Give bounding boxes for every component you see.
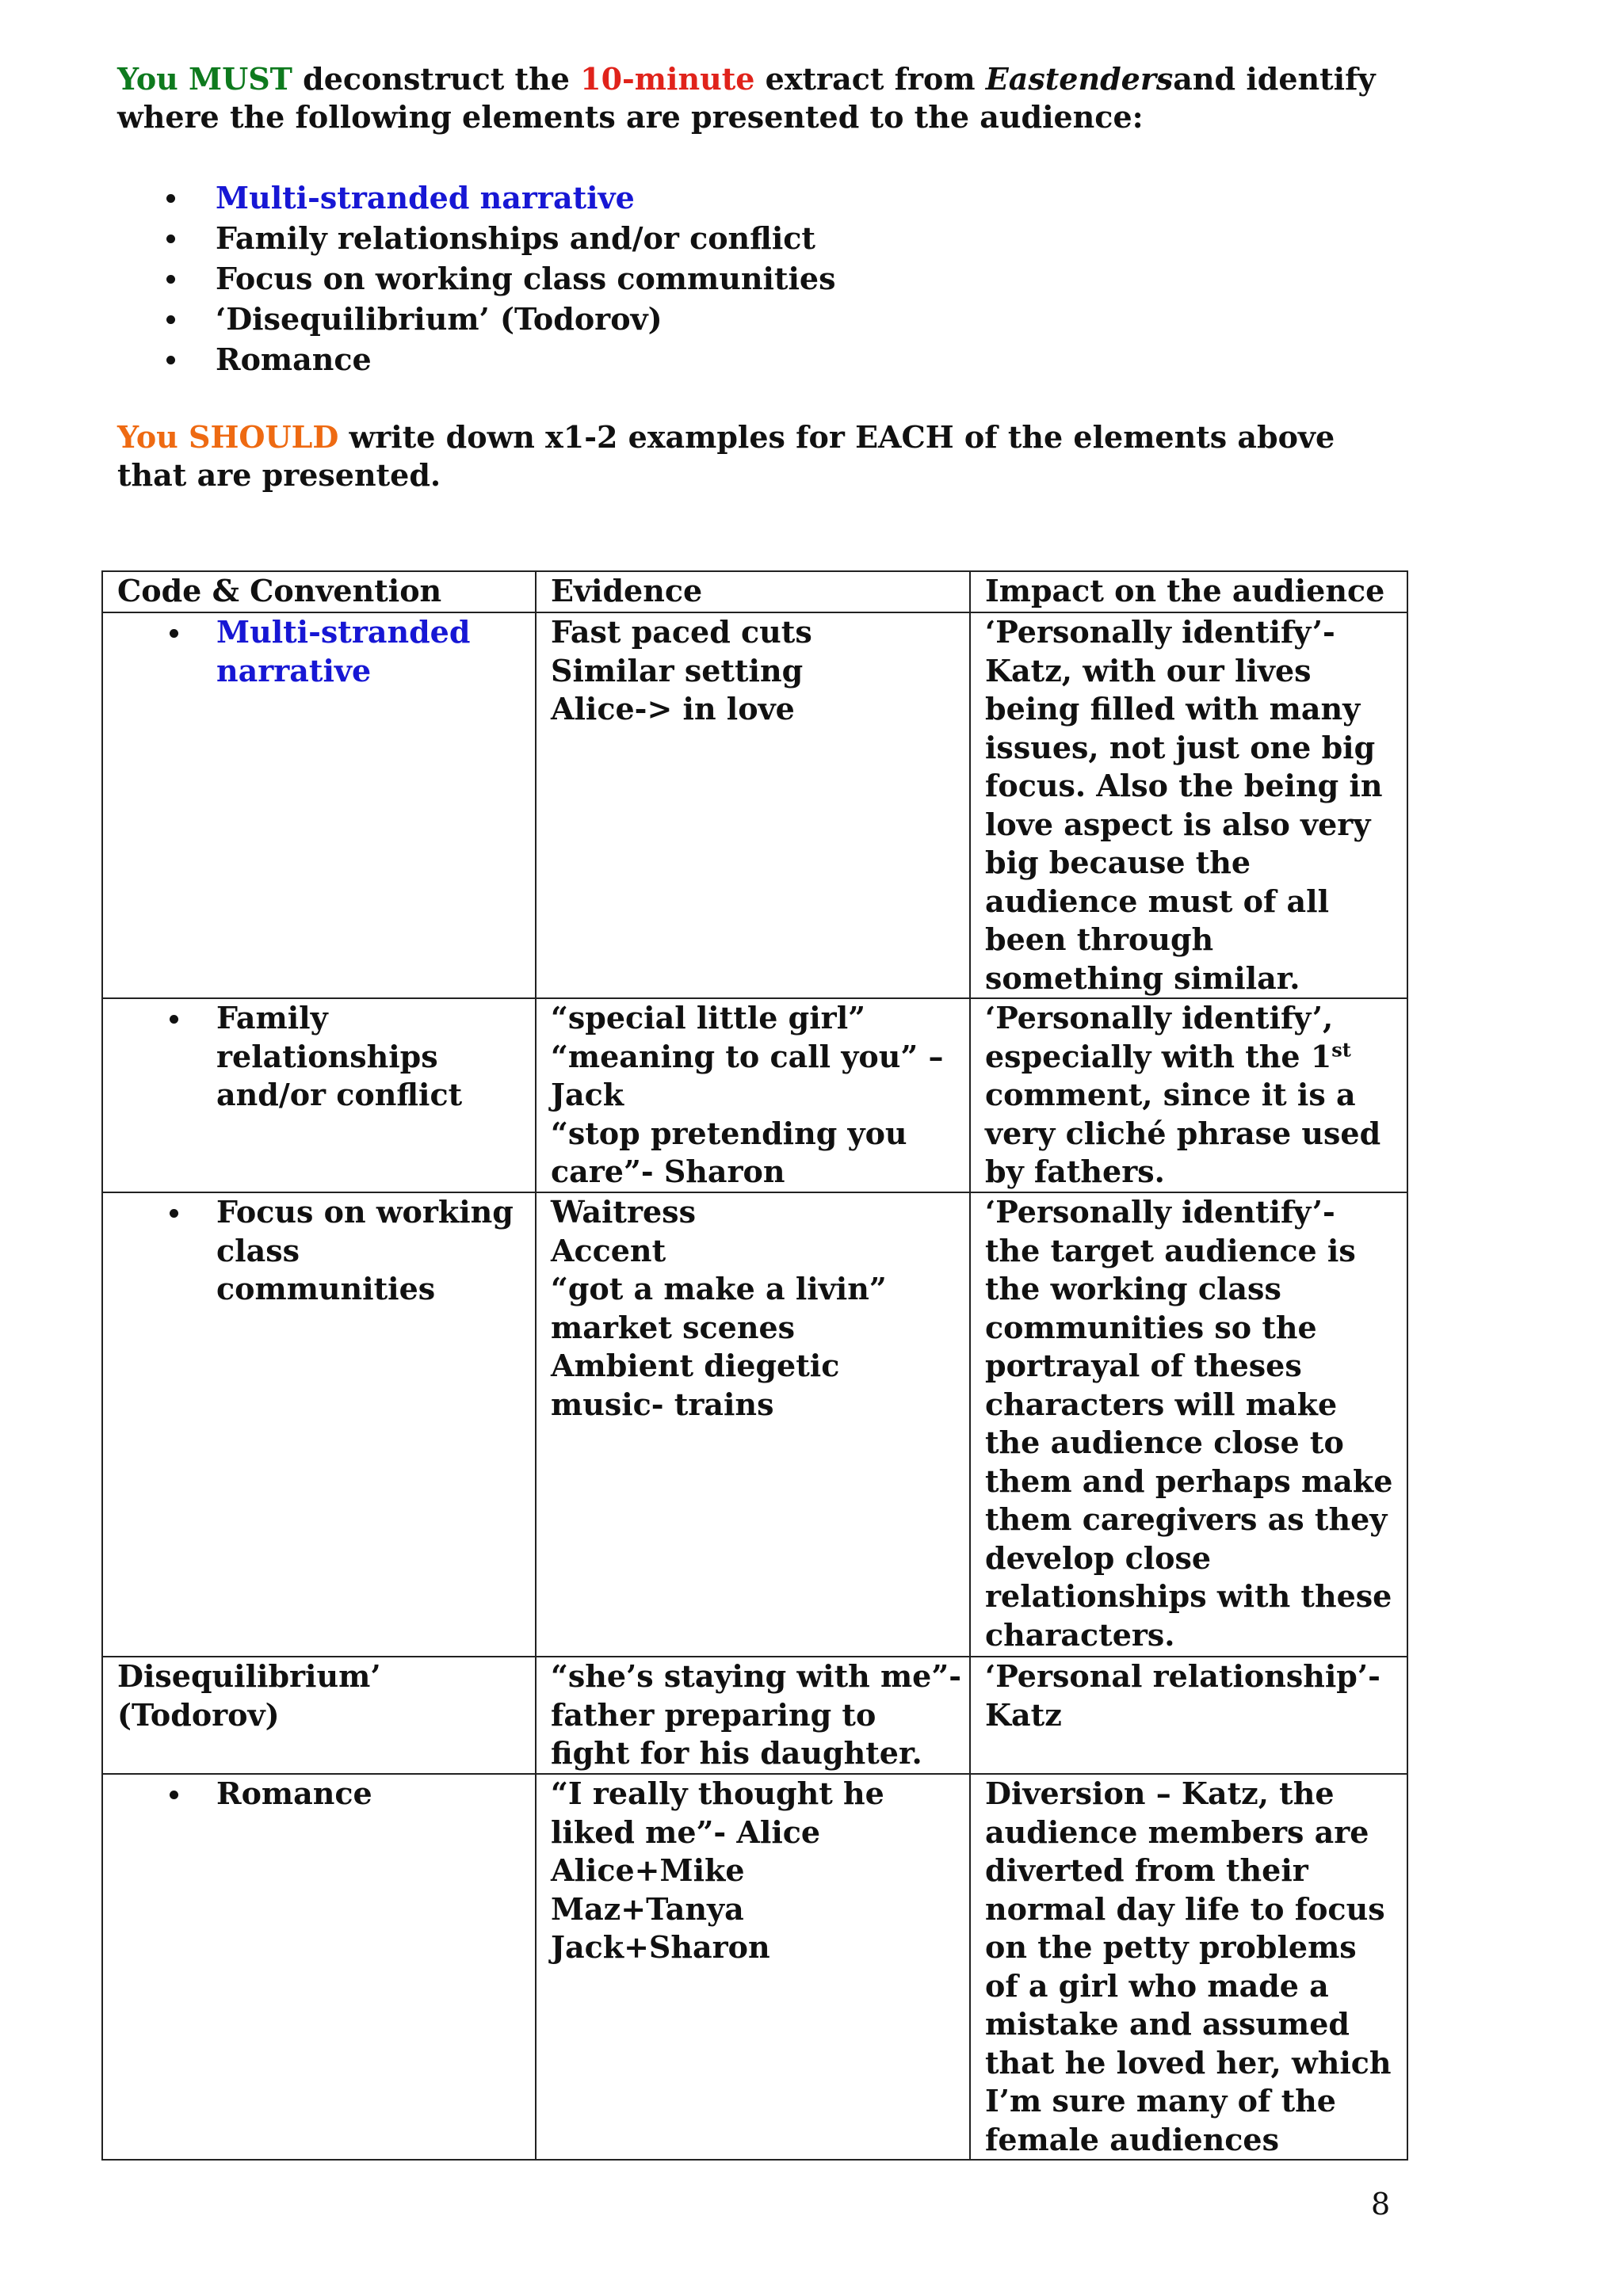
evidence-line: Jack+Sharon bbox=[551, 1929, 770, 1965]
evidence-line: Alice+Mike bbox=[551, 1852, 745, 1888]
list-item bbox=[117, 177, 1385, 218]
bullet-icon bbox=[166, 275, 175, 284]
evidence-cell bbox=[536, 1192, 970, 1657]
table-row bbox=[102, 998, 1407, 1192]
should-text: write down x1-2 examples for EACH of the elements above that are presented. bbox=[117, 419, 1335, 493]
code-text: Focus on working class communities bbox=[216, 1194, 514, 1306]
code-cell bbox=[102, 1774, 536, 2160]
list-item-text: Romance bbox=[216, 341, 372, 377]
bullet-icon bbox=[170, 1791, 178, 1799]
bullet-icon bbox=[166, 315, 175, 324]
elements-list bbox=[117, 177, 1385, 379]
bullet-icon bbox=[166, 235, 175, 243]
code-text: Family relationships and/or conflict bbox=[216, 1000, 463, 1112]
table-row bbox=[102, 1192, 1407, 1657]
bullet-icon bbox=[166, 356, 175, 364]
evidence-line: Alice-> in love bbox=[551, 691, 795, 727]
list-item bbox=[117, 218, 1385, 258]
table-header-row bbox=[102, 571, 1407, 612]
evidence-line: market scenes bbox=[551, 1309, 796, 1345]
evidence-cell bbox=[536, 612, 970, 998]
impact-cell: Diversion – Katz, the audience members are diverted from their normal day life to focus on the petty problems of a girl who made a mistake and assumed that he loved her, which I’m sure many of the female audiences bbox=[970, 1774, 1407, 2160]
code-text: Romance bbox=[216, 1775, 372, 1811]
evidence-cell bbox=[536, 1657, 970, 1774]
should-instruction bbox=[117, 418, 1385, 494]
bullet-icon bbox=[166, 194, 175, 203]
code-cell bbox=[102, 1192, 536, 1657]
list-item bbox=[117, 258, 1385, 299]
code-text: Multi-stranded narrative bbox=[216, 614, 471, 688]
column-header-impact: Impact on the audience bbox=[970, 571, 1407, 612]
evidence-line: “got a make a livin” bbox=[551, 1271, 887, 1306]
evidence-line: “stop pretending you care”- Sharon bbox=[551, 1115, 907, 1189]
list-item-text: Multi-stranded narrative bbox=[216, 180, 635, 215]
list-item bbox=[117, 299, 1385, 339]
table-row bbox=[102, 1657, 1407, 1774]
list-item-text: Family relationships and/or conflict bbox=[216, 220, 815, 256]
list-item-text: ‘Disequilibrium’ (Todorov) bbox=[216, 301, 663, 337]
list-item bbox=[117, 339, 1385, 379]
duration-label: 10-minute bbox=[580, 61, 755, 97]
bullet-icon bbox=[170, 629, 178, 638]
evidence-line: “I really thought he liked me”- Alice bbox=[551, 1775, 884, 1850]
must-instruction bbox=[117, 60, 1385, 136]
impact-cell bbox=[970, 998, 1407, 1192]
show-title: Eastenders bbox=[985, 61, 1174, 97]
bullet-icon bbox=[170, 1209, 178, 1218]
column-header-evidence: Evidence bbox=[536, 571, 970, 612]
conventions-table bbox=[101, 570, 1408, 2161]
must-text: deconstruct the bbox=[292, 61, 581, 97]
list-item-text: Focus on working class communities bbox=[216, 261, 836, 296]
must-text: extract from bbox=[754, 61, 986, 97]
evidence-cell bbox=[536, 998, 970, 1192]
impact-text: comment, since it is a very cliché phrase used by fathers. bbox=[985, 1077, 1381, 1189]
should-label: You SHOULD bbox=[117, 419, 339, 455]
evidence-line: Ambient diegetic music- trains bbox=[551, 1348, 840, 1422]
impact-cell: ‘Personal relationship’- Katz bbox=[970, 1657, 1407, 1774]
evidence-line: Waitress bbox=[551, 1194, 696, 1230]
table-row bbox=[102, 612, 1407, 998]
ordinal-suffix: st bbox=[1331, 1037, 1351, 1061]
code-cell bbox=[102, 998, 536, 1192]
evidence-line: “she’s staying with me”- father preparing to fight for his daughter. bbox=[551, 1658, 961, 1771]
column-header-code: Code & Convention bbox=[102, 571, 536, 612]
evidence-line: “special little girl” bbox=[551, 1000, 865, 1035]
must-text: and identify where the following elements are presented to the audience: bbox=[117, 61, 1376, 135]
evidence-line: Maz+Tanya bbox=[551, 1890, 744, 1927]
table-row bbox=[102, 1774, 1407, 2160]
must-label: You MUST bbox=[117, 61, 292, 97]
evidence-line: Fast paced cuts bbox=[551, 614, 812, 650]
evidence-line: “meaning to call you” – Jack bbox=[551, 1038, 944, 1112]
impact-cell: ‘Personally identify’- Katz, with our lives being filled with many issues, not just one big focus. Also the being in love aspect is also very big because the audience must of all been through something similar. bbox=[970, 612, 1407, 998]
evidence-line: Similar setting bbox=[551, 652, 804, 688]
impact-text: ‘Personally identify’, especially with the 1 bbox=[985, 1000, 1334, 1074]
bullet-icon bbox=[170, 1015, 178, 1024]
code-cell: Disequilibrium’ (Todorov) bbox=[102, 1657, 536, 1774]
instructions bbox=[117, 60, 1385, 494]
evidence-line: Accent bbox=[551, 1232, 666, 1268]
impact-cell: ‘Personally identify’- the target audience is the working class communities so the portrayal of theses characters will make the audience close to them and perhaps make them caregivers as they develop close relationships with these characters. bbox=[970, 1192, 1407, 1657]
code-cell bbox=[102, 612, 536, 998]
page-number: 8 bbox=[1371, 2187, 1391, 2222]
evidence-cell bbox=[536, 1774, 970, 2160]
